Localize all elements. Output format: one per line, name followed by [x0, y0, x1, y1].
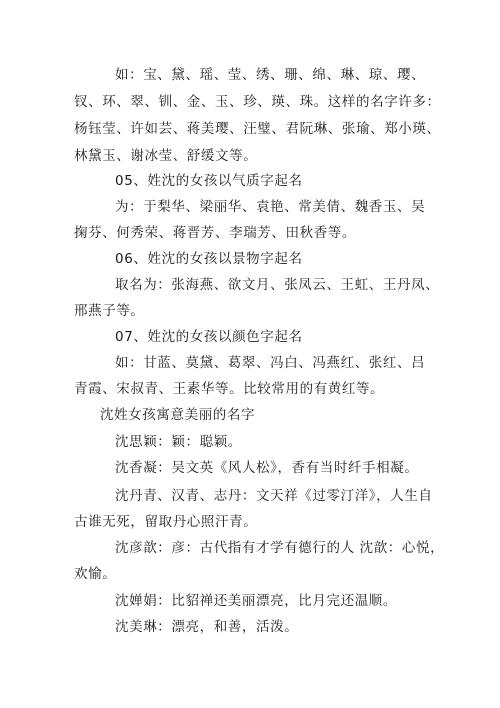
- section-heading: 07、姓沈的女孩以颜色字起名: [115, 329, 303, 345]
- text-line: 沈思颖：颖：聪颖。: [115, 434, 242, 450]
- text-line: 古谁无死，留取丹心照汗青。: [74, 514, 258, 530]
- text-line: 邢燕子等。: [74, 303, 145, 319]
- text-line: 林黛玉、谢冰莹、舒缓文等。: [74, 148, 258, 164]
- text-line: 沈香凝：吴文英《风人松》，香有当时纤手相凝。: [115, 460, 419, 476]
- text-line: 掬芬、何秀荣、蒋晋芳、李瑞芳、田秋香等。: [74, 225, 356, 241]
- section-heading: 沈姓女孩寓意美丽的名字: [100, 407, 256, 423]
- text-line: 如：宝、黛、瑶、莹、绣、珊、绵、琳、琼、璎、: [115, 67, 426, 83]
- text-line: 沈丹青、汉青、志丹：文天祥《过零汀洋》，人生自: [115, 488, 433, 504]
- text-line: 为：于梨华、梁丽华、袁艳、常美倩、魏香玉、吴: [115, 199, 426, 215]
- text-line: 青霞、宋叔青、王素华等。比较常用的有黄红等。: [74, 381, 385, 397]
- section-heading: 06、姓沈的女孩以景物字起名: [115, 251, 303, 267]
- text-line: 欢愉。: [74, 566, 117, 582]
- text-line: 钗、环、翠、钏、金、玉、珍、瑛、珠。这样的名字许多：: [74, 94, 441, 110]
- text-line: 如：甘蓝、莫黛、葛翠、冯白、冯燕红、张红、吕: [115, 355, 426, 371]
- text-line: 取名为：张海燕、欲文月、张凤云、王虹、王丹凤、: [115, 277, 440, 293]
- section-heading: 05、姓沈的女孩以气质字起名: [115, 173, 303, 189]
- text-line: 沈美琳：漂亮，和善，活泼。: [115, 619, 299, 635]
- text-line: 沈彦歆：彦：古代指有才学有德行的人 沈歆：心悦，: [115, 540, 445, 556]
- text-line: 沈婵娟：比貂禅还美丽漂亮，比月完还温顺。: [115, 593, 397, 609]
- text-line: 杨钰莹、许如芸、蒋美璎、汪璧、君阮琳、张瑜、郑小瑛、: [74, 121, 441, 137]
